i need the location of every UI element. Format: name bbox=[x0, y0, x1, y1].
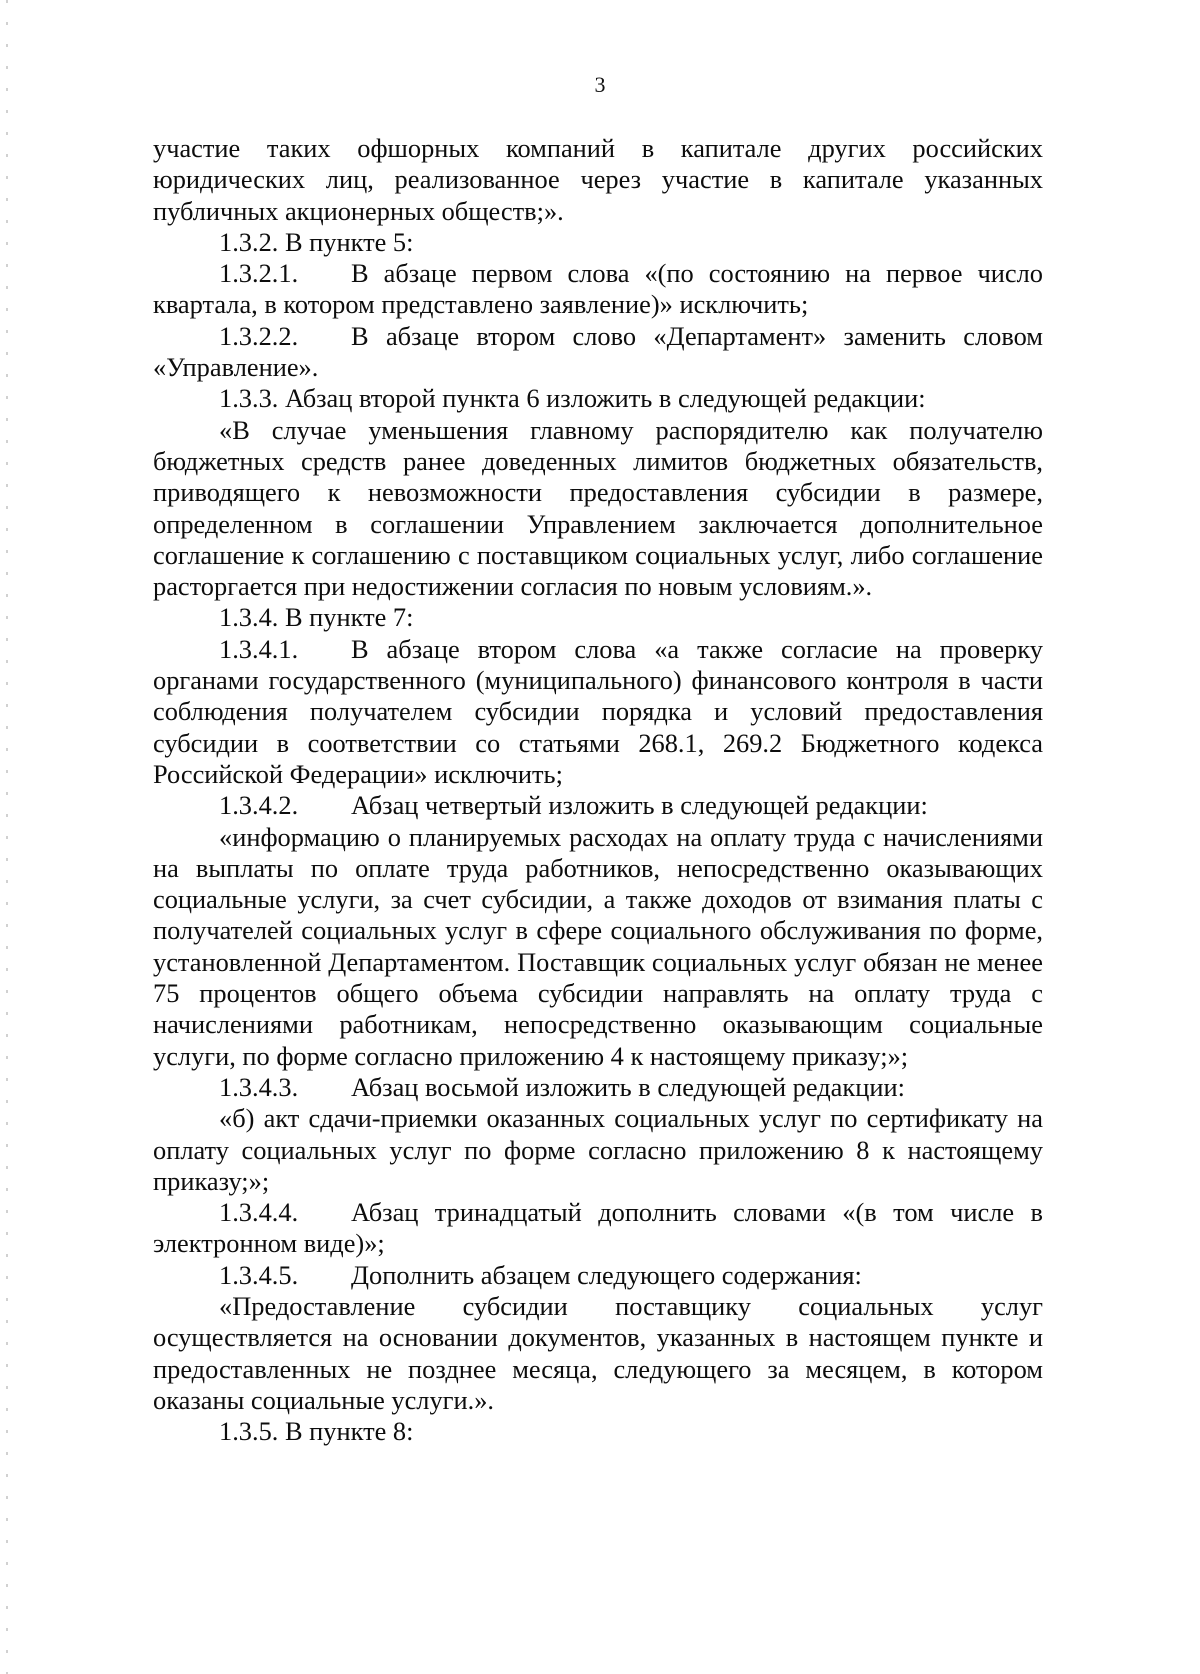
paragraph-text: Абзац тринадцатый дополнить словами «(в том числе в электронном виде)»; bbox=[153, 1197, 1043, 1259]
page-number: 3 bbox=[594, 72, 606, 97]
paragraph-text: Дополнить абзацем следующего содержания: bbox=[351, 1259, 862, 1290]
paragraph-text: В абзаце первом слова «(по состоянию на первое число квартала, в котором представлено заявление)» исключить; bbox=[153, 258, 1043, 320]
paragraph bbox=[153, 133, 1043, 227]
numbered-paragraph bbox=[153, 258, 1043, 321]
paragraph-text: Абзац восьмой изложить в следующей редакции: bbox=[351, 1071, 905, 1102]
numbered-paragraph bbox=[153, 1260, 1043, 1291]
paragraph-text: «В случае уменьшения главному распорядителю как получателю бюджетных средств ранее доведенных лимитов бюджетных обязательств, приводящего к невозможности предоставления субсидии в размере, определенном в соглашении Управлением заключается дополнительное соглашение к соглашению с поставщиком социальных услуг, либо соглашение расторгается при недостижении согласия по новым условиям.». bbox=[153, 414, 1043, 602]
document-body bbox=[153, 133, 1043, 1447]
numbered-paragraph bbox=[153, 634, 1043, 790]
paragraph-text: В абзаце втором слова «а также согласие на проверку органами государственного (муниципального) финансового контроля в части соблюдения получателем субсидии порядка и условий предоставления субсидии в соответствии со статьями 268.1, 269.2 Бюджетного кодекса Российской Федерации» исключить; bbox=[153, 633, 1043, 789]
item-number: 1.3.4.4. bbox=[219, 1197, 299, 1228]
numbered-paragraph bbox=[153, 321, 1043, 384]
item-number: 1.3.2.2. bbox=[219, 320, 299, 351]
paragraph bbox=[153, 415, 1043, 603]
numbered-paragraph bbox=[153, 790, 1043, 821]
paragraph bbox=[153, 1291, 1043, 1416]
paragraph bbox=[153, 1103, 1043, 1197]
paragraph bbox=[153, 1416, 1043, 1447]
numbered-paragraph bbox=[153, 1072, 1043, 1103]
item-number: 1.3.4.3. bbox=[219, 1071, 299, 1102]
paragraph bbox=[153, 822, 1043, 1072]
paragraph-text: 1.3.5. В пункте 8: bbox=[219, 1416, 414, 1447]
paragraph-text: «информацию о планируемых расходах на оплату труда с начислениями на выплаты по оплате труда работников, непосредственно оказывающих социальные услуги, за счет субсидии, а также доходов от взимания платы с получателей социальных услуг в сфере социального обслуживания по форме, установленной Департаментом. Поставщик социальных услуг обязан не менее 75 процентов общего объема субсидии направлять на оплату труда с начислениями работникам, непосредственно оказывающим социальные услуги, по форме согласно приложению 4 к настоящему приказу;»; bbox=[153, 821, 1043, 1071]
paragraph bbox=[153, 383, 1043, 414]
paragraph-text: 1.3.3. Абзац второй пункта 6 изложить в следующей редакции: bbox=[219, 383, 926, 414]
item-number: 1.3.2.1. bbox=[219, 258, 299, 289]
item-number: 1.3.4.5. bbox=[219, 1259, 299, 1290]
paragraph-text: 1.3.4. В пункте 7: bbox=[219, 602, 414, 633]
paragraph-text: участие таких офшорных компаний в капитале других российских юридических лиц, реализованное через участие в капитале указанных публичных акционерных обществ;». bbox=[153, 133, 1043, 226]
paragraph bbox=[153, 227, 1043, 258]
numbered-paragraph bbox=[153, 1197, 1043, 1260]
paragraph-text: «Предоставление субсидии поставщику социальных услуг осуществляется на основании документов, указанных в настоящем пункте и предоставленных не позднее месяца, следующего за месяцем, в котором оказаны социальные услуги.». bbox=[153, 1290, 1043, 1415]
item-number: 1.3.4.1. bbox=[219, 633, 299, 664]
paragraph bbox=[153, 602, 1043, 633]
scan-edge-mark bbox=[6, 0, 8, 1674]
paragraph-text: В абзаце втором слово «Департамент» заменить словом «Управление». bbox=[153, 320, 1043, 383]
paragraph-text: Абзац четвертый изложить в следующей редакции: bbox=[351, 790, 928, 821]
item-number: 1.3.4.2. bbox=[219, 790, 299, 821]
paragraph-text: 1.3.2. В пункте 5: bbox=[219, 226, 414, 257]
paragraph-text: «б) акт сдачи-приемки оказанных социальных услуг по сертификату на оплату социальных услуг по форме согласно приложению 8 к настоящему приказу;»; bbox=[153, 1103, 1043, 1196]
